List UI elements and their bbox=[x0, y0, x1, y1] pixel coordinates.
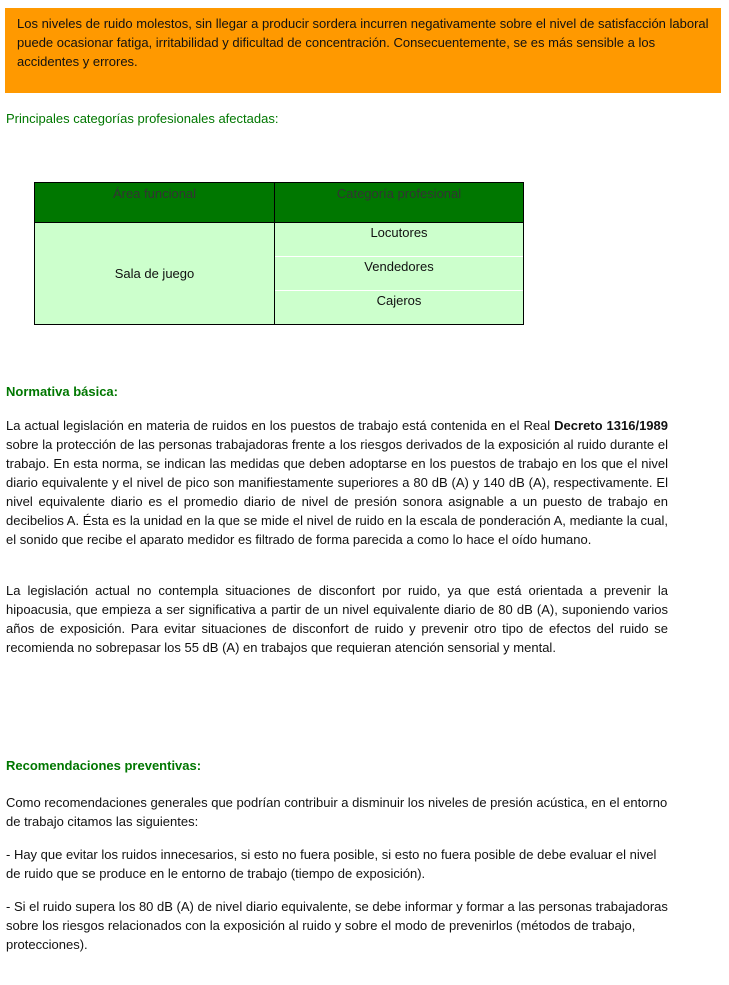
category-cell: Locutores bbox=[275, 223, 524, 257]
header-category: Categoría profesional bbox=[275, 183, 524, 223]
recomendaciones-heading: Recomendaciones preventivas: bbox=[6, 758, 202, 773]
intro-box bbox=[5, 8, 721, 93]
normativa-paragraph-1 bbox=[6, 416, 668, 549]
normativa-p1-before: La actual legislación en materia de ruidos en los puestos de trabajo está contenida en el Real bbox=[6, 418, 555, 433]
table-header-row bbox=[35, 183, 524, 223]
normativa-heading: Normativa básica: bbox=[6, 384, 118, 399]
category-cell: Vendedores bbox=[275, 257, 524, 291]
table-row bbox=[35, 223, 524, 257]
area-cell: Sala de juego bbox=[35, 223, 275, 325]
normativa-paragraph-2: La legislación actual no contempla situaciones de disconfort por ruido, ya que está orientada a prevenir la hipoacusia, que empieza a ser significativa a partir de un nivel equivalente diario de 80 dB (A), suponiendo varios años de exposición. Para evitar situaciones de disconfort de ruido y prevenir otro tipo de efectos del ruido se recomienda no sobrepasar los 55 dB (A) en trabajos que requieran atención sensorial y mental. bbox=[6, 583, 668, 655]
category-cell: Cajeros bbox=[275, 291, 524, 325]
categories-heading: Principales categorías profesionales afectadas: bbox=[6, 111, 279, 126]
header-area: Área funcional bbox=[35, 183, 275, 223]
categories-table bbox=[34, 182, 524, 325]
intro-text: Los niveles de ruido molestos, sin llegar a producir sordera incurren negativamente sobre el nivel de satisfacción laboral puede ocasionar fatiga, irritabilidad y dificultad de concentración. Consecuentemente, se es más sensible a los accidentes y errores. bbox=[17, 16, 709, 69]
decreto-reference: Decreto 1316/1989 bbox=[554, 418, 668, 433]
recomendacion-item: - Si el ruido supera los 80 dB (A) de nivel diario equivalente, se debe informar y formar a las personas trabajadoras sobre los riesgos relacionados con la exposición al ruido y sobre el modo de prevenirlos (métodos de trabajo, protecciones). bbox=[6, 899, 668, 952]
normativa-p1-after: sobre la protección de las personas trabajadoras frente a los riesgos derivados de la exposición al ruido durante el trabajo. En esta norma, se indican las medidas que deben adoptarse en los puestos de trabajo en los que el nivel diario equivalente y el nivel de pico son manifiestamente superiores a 80 dB (A) y 140 dB (A), respectivamente. El nivel equivalente diario es el promedio diario de nivel de presión sonora asignable a un puesto de trabajo en decibelios A. Ésta es la unidad en la que se mide el nivel de ruido en la escala de ponderación A, mediante la cual, el sonido que recibe el aparato medidor es filtrado de forma parecida a como lo hace el oído humano. bbox=[6, 437, 668, 547]
recomendacion-item: - Hay que evitar los ruidos innecesarios, si esto no fuera posible, si esto no fuera posible de debe evaluar el nivel de ruido que se produce en le entorno de trabajo (tiempo de exposición). bbox=[6, 847, 657, 881]
recomendaciones-intro: Como recomendaciones generales que podrían contribuir a disminuir los niveles de presión acústica, en el entorno de trabajo citamos las siguientes: bbox=[6, 795, 668, 829]
